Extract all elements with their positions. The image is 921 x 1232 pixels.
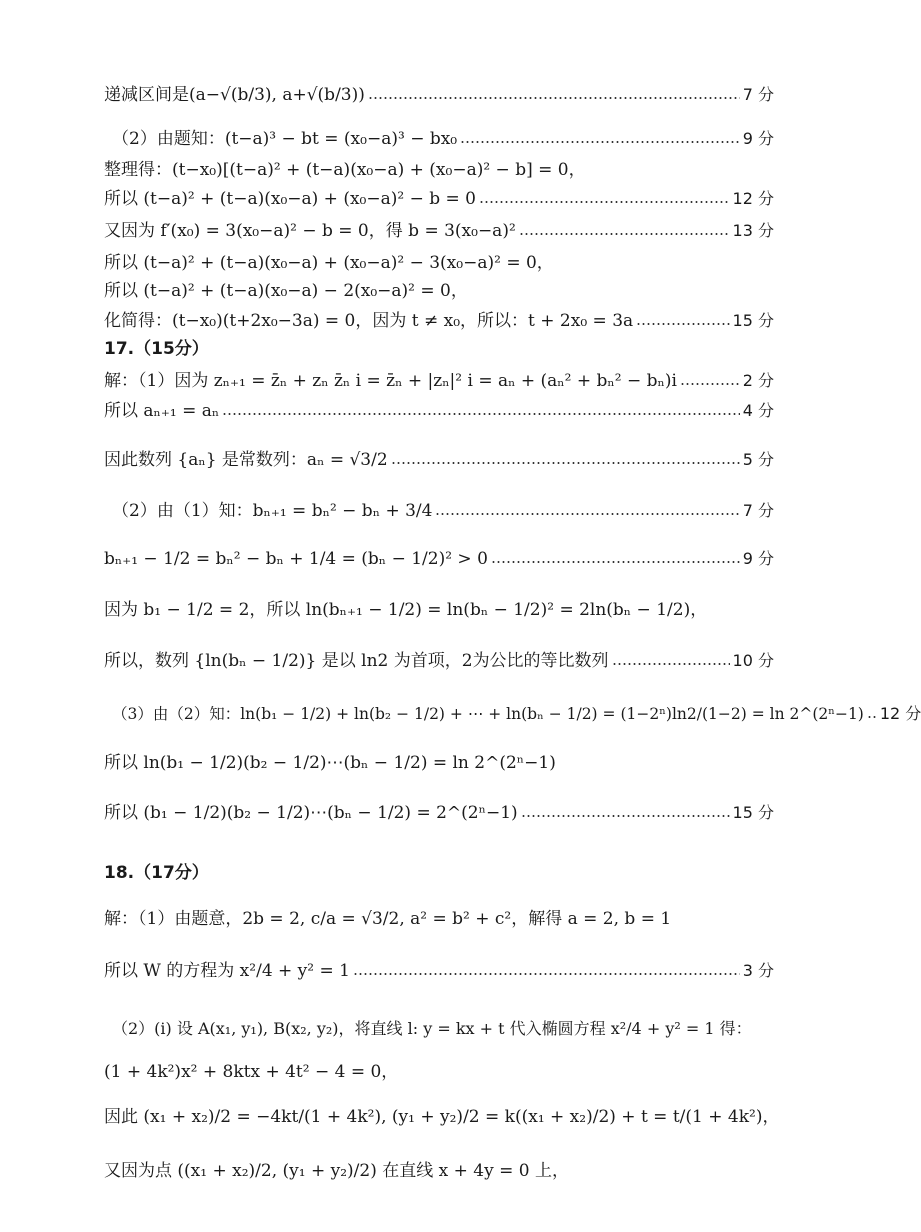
line-text: 因此数列 {aₙ} 是常数列：aₙ = √3/2 [104,450,388,470]
section-17-heading [104,338,774,360]
score-label: 10 分 [732,651,774,670]
leader-dots [222,413,739,415]
line-text: （3）由（2）知：ln(b₁ − 1/2) + ln(b₂ − 1/2) + ⋯ + ln(bₙ − 1/2) = (1−2ⁿ)ln2/(1−2) = ln 2^(2ⁿ−1) [112,705,864,723]
line-text: 所以 (b₁ − 1/2)(b₂ − 1/2)⋯(bₙ − 1/2) = 2^(2ⁿ−1) [104,803,518,823]
line-text: 17.（15分） [104,339,209,359]
line-text: 因为 b₁ − 1/2 = 2，所以 ln(bₙ₊₁ − 1/2) = ln(bₙ − 1/2)² = 2ln(bₙ − 1/2)， [104,600,708,620]
line-3 [104,159,774,181]
line-text: 所以 (t−a)² + (t−a)(x₀−a) + (x₀−a)² − b = 0 [104,189,476,209]
line-text: 所以，数列 {ln(bₙ − 1/2)} 是以 ln2 为首项，2为公比的等比数列 [104,651,609,671]
leader-dots [612,663,730,665]
leader-dots [391,462,740,464]
line-7 [104,280,774,302]
line-19 [104,802,774,824]
line-25 [104,1106,780,1128]
line-text: 化简得：(t−x₀)(t+2x₀−3a) = 0，因为 t ≠ x₀，所以：t + 2x₀ = 3a [104,311,634,331]
line-21 [104,908,774,930]
line-text: 所以 W 的方程为 x²/4 + y² = 1 [104,961,350,981]
score-label: 15 分 [732,803,774,822]
line-text: （2）由（1）知：bₙ₊₁ = bₙ² − bₙ + 3/4 [112,501,433,521]
score-label: 12 分 [732,189,774,208]
line-18 [104,752,774,774]
line-1 [104,84,774,106]
leader-dots [521,815,730,817]
line-text: （2）由题知：(t−a)³ − bt = (x₀−a)³ − bx₀ [112,129,458,149]
score-label: 9 分 [742,549,774,568]
leader-dots [491,561,740,563]
line-5 [104,220,774,242]
line-4 [104,188,774,210]
line-text: 解：（1）因为 zₙ₊₁ = z̄ₙ + zₙ z̄ₙ i = z̄ₙ + |zₙ|² i = aₙ + (aₙ² + bₙ² − bₙ)i [104,371,677,391]
leader-dots [479,201,730,203]
line-text: 所以 (t−a)² + (t−a)(x₀−a) − 2(x₀−a)² = 0， [104,281,468,301]
score-label: 7 分 [742,501,774,520]
line-text: 又因为点 ((x₁ + x₂)/2, (y₁ + y₂)/2) 在直线 x + 4y = 0 上， [104,1161,569,1181]
section-18-heading [104,862,774,884]
score-label: 2 分 [742,371,774,390]
score-label: 4 分 [742,401,774,420]
line-text: 又因为 f′(x₀) = 3(x₀−a)² − b = 0，得 b = 3(x₀−a)² [104,221,516,241]
line-text: 解：（1）由题意，2b = 2, c/a = √3/2, a² = b² + c²，解得 a = 2, b = 1 [104,909,672,929]
score-label: 5 分 [742,450,774,469]
line-text: 18.（17分） [104,863,209,883]
leader-dots [368,97,740,99]
line-11 [104,400,774,422]
line-2 [112,128,774,150]
line-16 [104,650,774,672]
score-label: 13 分 [732,221,774,240]
line-text: 所以 ln(b₁ − 1/2)(b₂ − 1/2)⋯(bₙ − 1/2) = ln 2^(2ⁿ−1) [104,753,556,773]
line-15 [104,599,774,621]
score-label: 15 分 [732,311,774,330]
line-text: （2）(i) 设 A(x₁, y₁), B(x₂, y₂)，将直线 l: y = kx + t 代入椭圆方程 x²/4 + y² = 1 得： [112,1019,752,1038]
line-14 [104,548,774,570]
line-26 [104,1160,774,1182]
line-8 [104,310,774,332]
line-text: 所以 aₙ₊₁ = aₙ [104,401,220,421]
line-22 [104,960,774,982]
line-text: (1 + 4k²)x² + 8ktx + 4t² − 4 = 0， [104,1062,399,1082]
line-text: 递减区间是(a−√(b/3), a+√(b/3)) [104,85,365,105]
line-24 [104,1061,774,1083]
score-label: 7 分 [742,85,774,104]
leader-dots [353,973,740,975]
line-10 [104,370,774,392]
score-label: 9 分 [742,129,774,148]
line-text: 所以 (t−a)² + (t−a)(x₀−a) + (x₀−a)² − 3(x₀−a)² = 0， [104,253,554,273]
leader-dots [636,323,729,325]
line-17 [112,703,921,725]
leader-dots [519,233,730,235]
leader-dots [435,513,739,515]
line-12 [104,449,774,471]
leader-dots [460,141,740,143]
score-label: 3 分 [742,961,774,980]
leader-dots [680,383,740,385]
line-text: bₙ₊₁ − 1/2 = bₙ² − bₙ + 1/4 = (bₙ − 1/2)² > 0 [104,549,488,569]
leader-dots [867,716,877,718]
line-text: 因此 (x₁ + x₂)/2 = −4kt/(1 + 4k²), (y₁ + y₂)/2 = k((x₁ + x₂)/2) + t = t/(1 + 4k²)， [104,1107,780,1127]
line-text: 整理得：(t−x₀)[(t−a)² + (t−a)(x₀−a) + (x₀−a)² − b] = 0， [104,160,586,180]
line-23 [112,1018,774,1040]
score-label: 12 分 [879,704,921,723]
line-6 [104,252,774,274]
line-13 [112,500,774,522]
